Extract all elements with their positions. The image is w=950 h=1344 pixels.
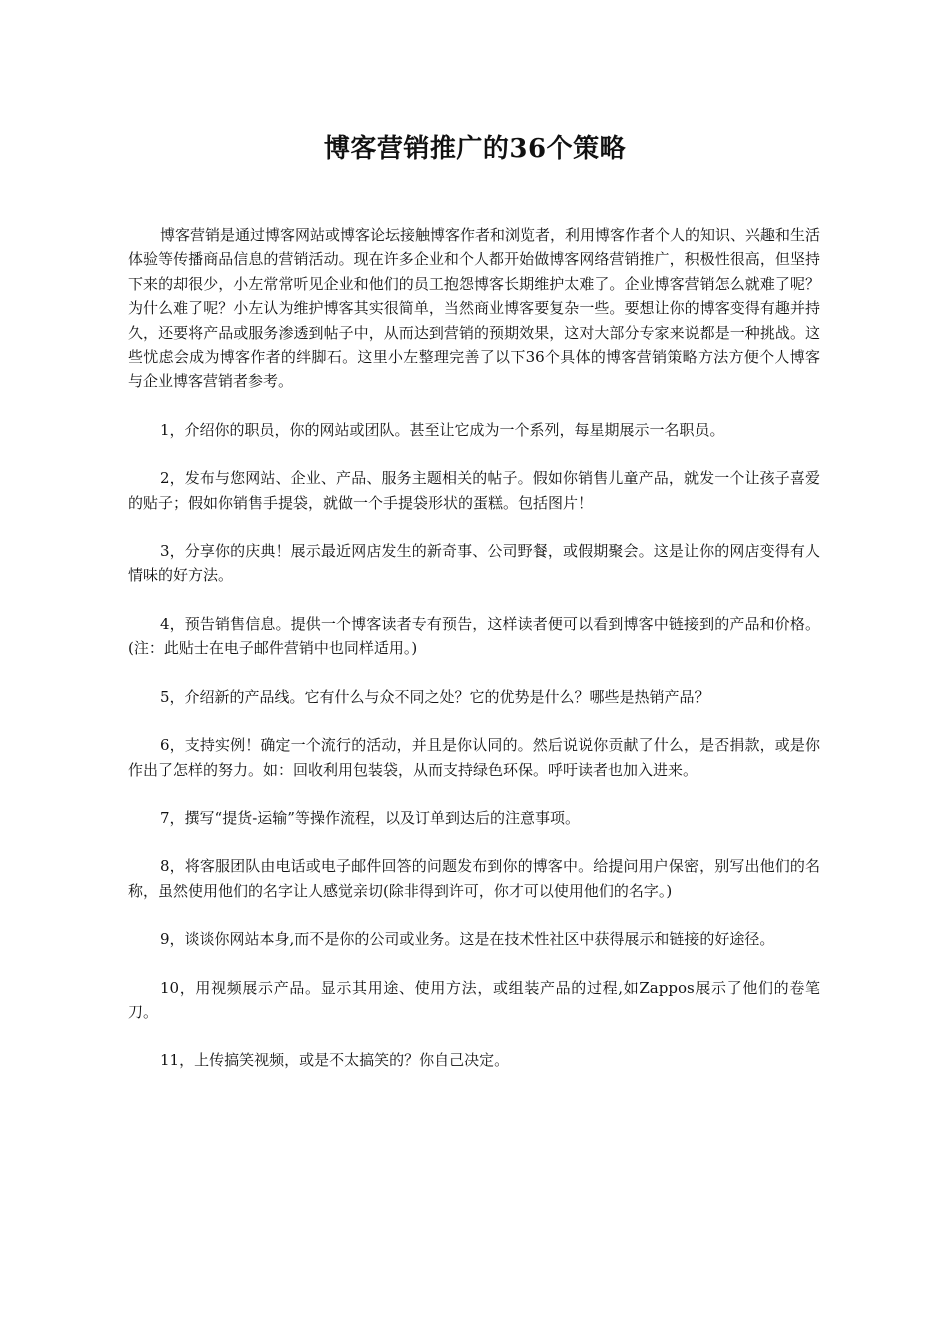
strategy-item-3: 3，分享你的庆典！展示最近网店发生的新奇事、公司野餐，或假期聚会。这是让你的网店变得有人情味的好方法。 [128, 542, 820, 585]
strategy-item-5: 5，介绍新的产品线。它有什么与众不同之处？它的优势是什么？哪些是热销产品？ [160, 687, 710, 706]
strategy-item-7: 7，撰写“提货-运输”等操作流程，以及订单到达后的注意事项。 [160, 808, 580, 827]
document-title: 博客营销推广的36个策略 [323, 134, 627, 164]
strategy-item-10: 10，用视频展示产品。显示其用途、使用方法，或组装产品的过程,如Zappos展示了他们的卷笔刀。 [128, 978, 820, 1021]
strategy-item-6: 6，支持实例！确定一个流行的活动，并且是你认同的。然后说说你贡献了什么，是否捐款，或是你作出了怎样的努力。如：回收利用包装袋，从而支持绿色环保。呼吁读者也加入进来。 [128, 736, 820, 779]
strategy-item-9: 9，谈谈你网站本身,而不是你的公司或业务。这是在技术性社区中获得展示和链接的好途径。 [160, 930, 775, 949]
strategy-item-1: 1，介绍你的职员，你的网站或团队。甚至让它成为一个系列，每星期展示一名职员。 [160, 420, 725, 439]
strategy-item-4: 4，预告销售信息。提供一个博客读者专有预告，这样读者便可以看到博客中链接到的产品和价格。(注：此贴士在电子邮件营销中也同样适用。) [128, 614, 820, 658]
intro-paragraph: 博客营销是通过博客网站或博客论坛接触博客作者和浏览者，利用博客作者个人的知识、兴趣和生活体验等传播商品信息的营销活动。现在许多企业和个人都开始做博客网络营销推广，积极性很高，但坚持下来的却很少，小左常常听见企业和他们的员工抱怨博客长期维护太难了。企业博客营销怎么就难了呢？为什么难了呢？小左认为维护博客其实很简单，当然商业博客要复杂一些。要想让你的博客变得有趣并持久，还要将产品或服务渗透到帖子中，从而达到营销的预期效果，这对大部分专家来说都是一种挑战。这些忧虑会成为博客作者的绊脚石。这里小左整理完善了以下36个具体的博客营销策略方法方便个人博客与企业博客营销者参考。 [128, 226, 821, 391]
document-body [128, 223, 820, 1097]
strategy-item-8: 8，将客服团队由电话或电子邮件回答的问题发布到你的博客中。给提问用户保密，别写出他们的名称，虽然使用他们的名字让人感觉亲切(除非得到许可，你才可以使用他们的名字。) [128, 857, 820, 900]
strategy-item-2: 2，发布与您网站、企业、产品、服务主题相关的帖子。假如你销售儿童产品，就发一个让孩子喜爱的贴子；假如你销售手提袋，就做一个手提袋形状的蛋糕。包括图片！ [128, 469, 820, 512]
strategy-item-11: 11，上传搞笑视频，或是不太搞笑的？你自己决定。 [160, 1051, 510, 1070]
